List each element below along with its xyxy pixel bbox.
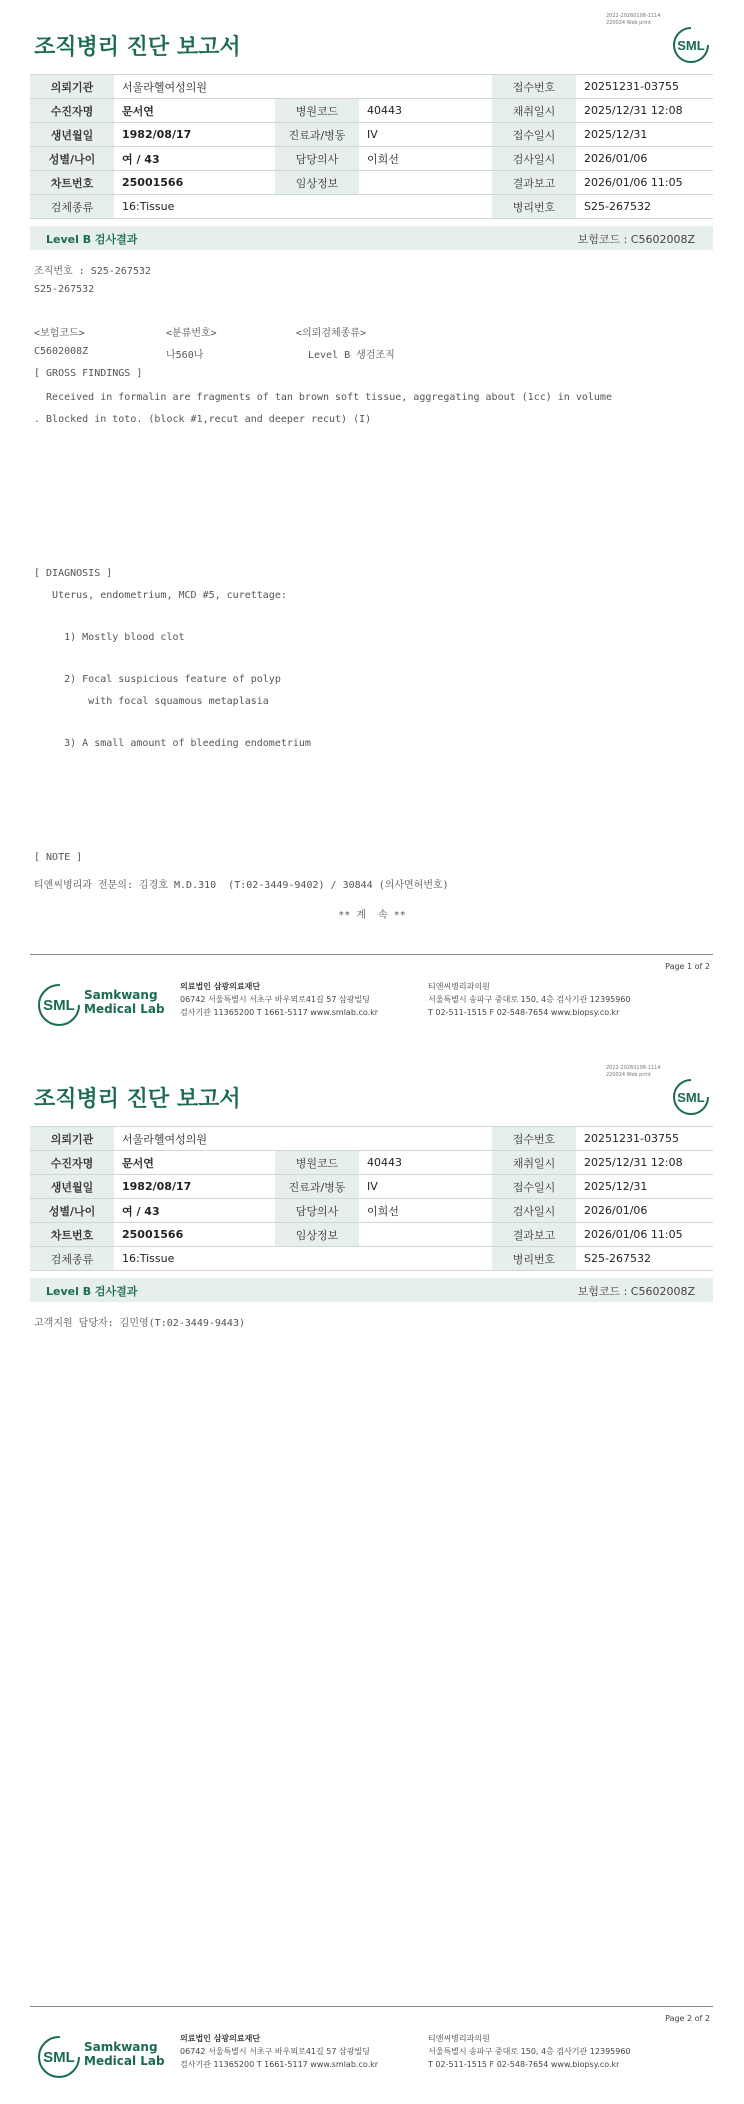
page-title: 조직병리 진단 보고서 bbox=[34, 35, 241, 60]
table-row: 검체종류 16:Tissue 병리번호 S25-267532 bbox=[30, 195, 713, 219]
value-specimen-type: Level B 생검조직 bbox=[308, 350, 395, 361]
page-number: Page 2 of 2 bbox=[665, 2014, 710, 2023]
diagnosis-line: 3) A small amount of bleeding endometrium bbox=[34, 738, 311, 749]
table-row: 생년월일 1982/08/17 진료과/병동 IV 접수일시 2025/12/31 bbox=[30, 123, 713, 147]
patient-info-table bbox=[30, 1126, 713, 1271]
note-title: [ NOTE ] bbox=[34, 852, 83, 863]
insurance-code: 보험코드 : C5602008Z bbox=[577, 1285, 695, 1298]
insurance-code: 보험코드 : C5602008Z bbox=[577, 233, 695, 246]
patient-info-table bbox=[30, 74, 713, 219]
brand-name: Samkwang Medical Lab bbox=[84, 2040, 165, 2068]
table-row: 생년월일 1982/08/17 진료과/병동 IV 접수일시 2025/12/31 bbox=[30, 1175, 713, 1199]
footer-divider bbox=[30, 2006, 713, 2007]
table-row: 의뢰기관 서울라헬여성의원 접수번호 20251231-03755 bbox=[30, 1127, 713, 1151]
sml-logo-icon bbox=[672, 1078, 710, 1116]
address-tnc: 티앤씨병리과의원 서울특별시 송파구 중대로 150, 4층 검사기관 12395960 T 02-511-1515 F 02-548-7654 www.biopsy.co.kr bbox=[428, 982, 631, 1017]
table-row: 검체종류 16:Tissue 병리번호 S25-267532 bbox=[30, 1247, 713, 1271]
print-info: 2022-20260108-1114 220024 Web print bbox=[606, 1065, 661, 1078]
table-row: 차트번호 25001566 임상정보 결과보고 2026/01/06 11:05 bbox=[30, 171, 713, 195]
sml-logo-icon bbox=[36, 982, 82, 1028]
header-class-number: <분류번호> bbox=[166, 328, 217, 339]
note-line: 티앤씨병리과 전문의: 김경호 M.D.310 (T:02-3449-9402) / 30844 (의사면허번호) bbox=[34, 880, 449, 891]
pathology-number: S25-267532 bbox=[34, 284, 95, 295]
address-samkwang: 의료법인 삼광의료재단 06742 서울특별시 서초구 바우뫼로41길 57 삼광빌딩 검사기관 11365200 T 1661-5117 www.smlab.co.kr bbox=[180, 982, 379, 1017]
svg-text:SML: SML bbox=[43, 997, 75, 1014]
diagnosis-line: with focal squamous metaplasia bbox=[34, 696, 269, 707]
brand-name: Samkwang Medical Lab bbox=[84, 988, 165, 1016]
header-specimen-type: <의뢰검체종류> bbox=[296, 328, 367, 339]
table-row: 성별/나이 여 / 43 담당의사 이희선 검사일시 2026/01/06 bbox=[30, 1199, 713, 1223]
table-row: 수진자명 문서연 병원코드 40443 채취일시 2025/12/31 12:08 bbox=[30, 99, 713, 123]
sml-logo-icon bbox=[36, 2034, 82, 2080]
customer-support-contact: 고객지원 담당자: 김민영(T:02-3449-9443) bbox=[34, 1318, 245, 1329]
diagnosis-line: 1) Mostly blood clot bbox=[34, 632, 185, 643]
table-row: 차트번호 25001566 임상정보 결과보고 2026/01/06 11:05 bbox=[30, 1223, 713, 1247]
address-tnc: 티앤씨병리과의원 서울특별시 송파구 중대로 150, 4층 검사기관 12395960 T 02-511-1515 F 02-548-7654 www.biopsy.co.kr bbox=[428, 2034, 631, 2069]
level-result-bar bbox=[30, 1278, 713, 1302]
value-insurance-code: C5602008Z bbox=[34, 346, 89, 357]
value-requester: 서울라헬여성의원 bbox=[114, 75, 492, 99]
address-samkwang: 의료법인 삼광의료재단 06742 서울특별시 서초구 바우뫼로41길 57 삼광빌딩 검사기관 11365200 T 1661-5117 www.smlab.co.kr bbox=[180, 2034, 379, 2069]
diagnosis-line: 2) Focal suspicious feature of polyp bbox=[34, 674, 281, 685]
sml-logo-icon bbox=[672, 26, 710, 64]
level-result-bar bbox=[30, 226, 713, 250]
gross-findings-line: Received in formalin are fragments of tan brown soft tissue, aggregating about (1cc) in volume bbox=[34, 392, 612, 403]
svg-text:SML: SML bbox=[43, 2049, 75, 2066]
report-page-2 bbox=[0, 1052, 744, 2104]
print-info: 2022-20260108-1114 220024 Web print bbox=[606, 13, 661, 26]
table-row bbox=[30, 75, 713, 99]
value-receipt-no: 20251231-03755 bbox=[576, 75, 713, 99]
table-row: 수진자명 문서연 병원코드 40443 채취일시 2025/12/31 12:08 bbox=[30, 1151, 713, 1175]
svg-text:SML: SML bbox=[677, 38, 705, 53]
svg-text:SML: SML bbox=[677, 1090, 705, 1105]
label-receipt-no: 접수번호 bbox=[492, 75, 576, 99]
gross-findings-line: . Blocked in toto. (block #1,recut and deeper recut) (I) bbox=[34, 414, 372, 425]
tissue-number: 조직번호 : S25-267532 bbox=[34, 266, 151, 277]
value-class-number: 나560나 bbox=[166, 350, 204, 361]
page-number: Page 1 of 2 bbox=[665, 962, 710, 971]
diagnosis-title: [ DIAGNOSIS ] bbox=[34, 568, 113, 579]
footer-divider bbox=[30, 954, 713, 955]
level-label: Level B 검사결과 bbox=[46, 233, 138, 246]
page-title: 조직병리 진단 보고서 bbox=[34, 1087, 241, 1112]
value-patient-name: 문서연 bbox=[114, 99, 275, 123]
level-label: Level B 검사결과 bbox=[46, 1285, 138, 1298]
table-row: 성별/나이 여 / 43 담당의사 이희선 검사일시 2026/01/06 bbox=[30, 147, 713, 171]
continue-mark: ** 계 속 ** bbox=[338, 910, 406, 921]
diagnosis-line: Uterus, endometrium, MCD #5, curettage: bbox=[34, 590, 287, 601]
header-insurance-code: <보험코드> bbox=[34, 328, 85, 339]
gross-findings-title: [ GROSS FINDINGS ] bbox=[34, 368, 143, 379]
label-requester: 의뢰기관 bbox=[30, 75, 114, 99]
